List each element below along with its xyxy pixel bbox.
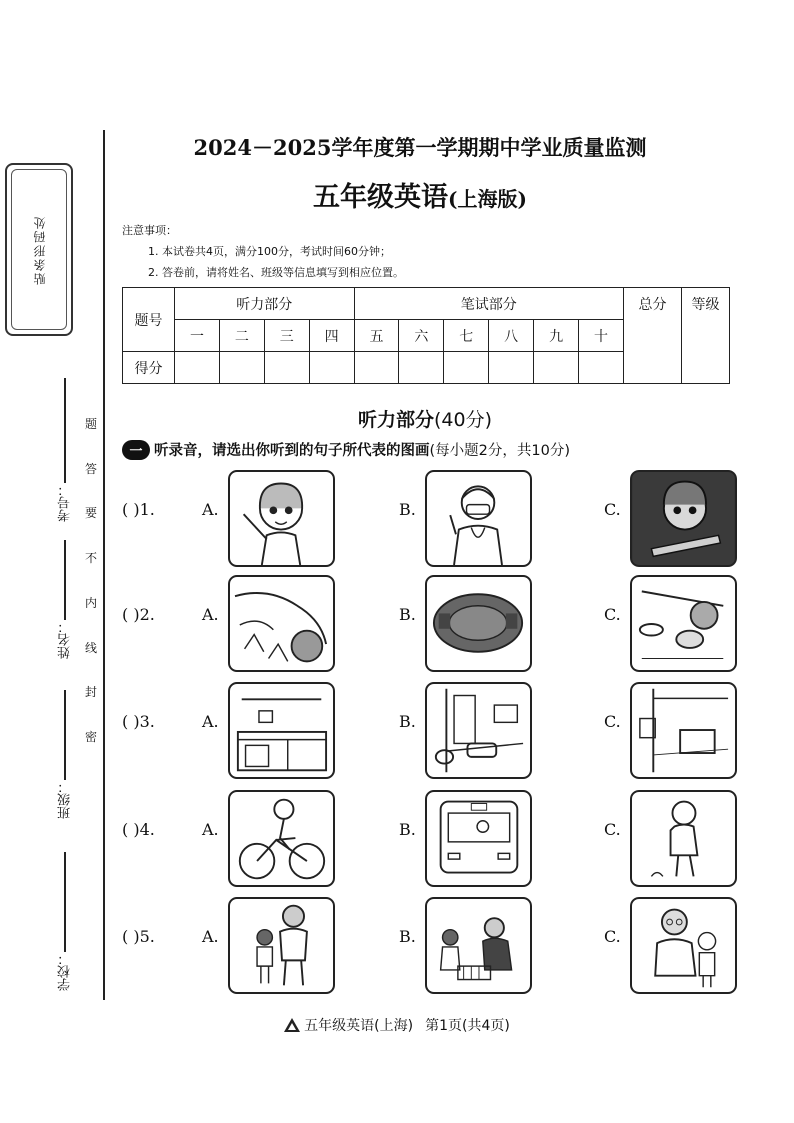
- seal-warning: 题 答 要 不 内 线 封 密: [84, 417, 97, 744]
- riding-bike-picture[interactable]: [228, 790, 335, 887]
- question-row: ( )3. A. B. C.: [122, 682, 732, 782]
- exam-number-field[interactable]: 考号：: [52, 378, 78, 522]
- barcode-area: [5, 163, 73, 336]
- question-row: ( )5. A. B. C.: [122, 897, 732, 997]
- walking-girl-picture[interactable]: [630, 790, 737, 887]
- question-row: ( )4. A. B. C.: [122, 790, 732, 890]
- score-cell[interactable]: [399, 352, 444, 384]
- animals-picture[interactable]: [630, 575, 737, 672]
- teacher-picture[interactable]: [228, 470, 335, 567]
- subject-title: 五年级英语(上海版): [313, 182, 527, 213]
- score-cell[interactable]: [534, 352, 579, 384]
- grandpa-and-child-picture[interactable]: [228, 897, 335, 994]
- question-heading: 一 听录音，请选出你听到的句子所代表的图画 (每小题2分，共10分): [122, 439, 570, 460]
- bedroom-picture[interactable]: [630, 682, 737, 779]
- pilot-picture[interactable]: [630, 470, 737, 567]
- score-cell[interactable]: [489, 352, 534, 384]
- answer-bracket[interactable]: ( )1.: [122, 500, 155, 519]
- exam-notes: 注意事项： 1. 本试卷共4页，满分100分，考试时间60分钟； 2. 答卷前，请将姓名、班级等信息填写到相应位置。: [122, 224, 404, 279]
- publisher-logo-icon: [284, 1018, 300, 1032]
- kitchen-picture[interactable]: [228, 682, 335, 779]
- score-cell[interactable]: [175, 352, 220, 384]
- score-cell[interactable]: [354, 352, 399, 384]
- school-field[interactable]: 学校：: [52, 852, 78, 991]
- section-title: 听力部分(40分): [357, 409, 493, 431]
- page-footer: 五年级英语(上海) 第1页(共4页): [0, 1015, 794, 1035]
- question-row: ( )1. A. B. C.: [122, 470, 732, 570]
- answer-bracket[interactable]: ( )5.: [122, 927, 155, 946]
- score-cell[interactable]: [444, 352, 489, 384]
- answer-bracket[interactable]: ( )2.: [122, 605, 155, 624]
- bus-picture[interactable]: [425, 790, 532, 887]
- pond-picture[interactable]: [425, 575, 532, 672]
- question-row: ( )2. A. B. C.: [122, 575, 732, 675]
- class-field[interactable]: 班级：: [52, 690, 78, 819]
- name-field[interactable]: 姓名：: [52, 540, 78, 659]
- exam-title: 2024－2025学年度第一学期期中学业质量监测: [193, 135, 647, 160]
- question-number-badge: 一: [122, 440, 150, 460]
- score-cell[interactable]: [219, 352, 264, 384]
- doctor-picture[interactable]: [425, 470, 532, 567]
- score-cell[interactable]: [309, 352, 354, 384]
- barcode-label: 贴条形码处: [32, 214, 47, 285]
- forest-picture[interactable]: [228, 575, 335, 672]
- binding-line: [103, 130, 105, 1000]
- grandma-and-child-picture[interactable]: [630, 897, 737, 994]
- answer-bracket[interactable]: ( )3.: [122, 712, 155, 731]
- playing-chess-picture[interactable]: [425, 897, 532, 994]
- bathroom-picture[interactable]: [425, 682, 532, 779]
- answer-bracket[interactable]: ( )4.: [122, 820, 155, 839]
- score-table: 题号 听力部分 笔试部分 总分 等级 一 二 三 四 五 六 七 八 九 十 得分: [122, 287, 730, 384]
- score-cell[interactable]: [579, 352, 624, 384]
- score-cell[interactable]: [264, 352, 309, 384]
